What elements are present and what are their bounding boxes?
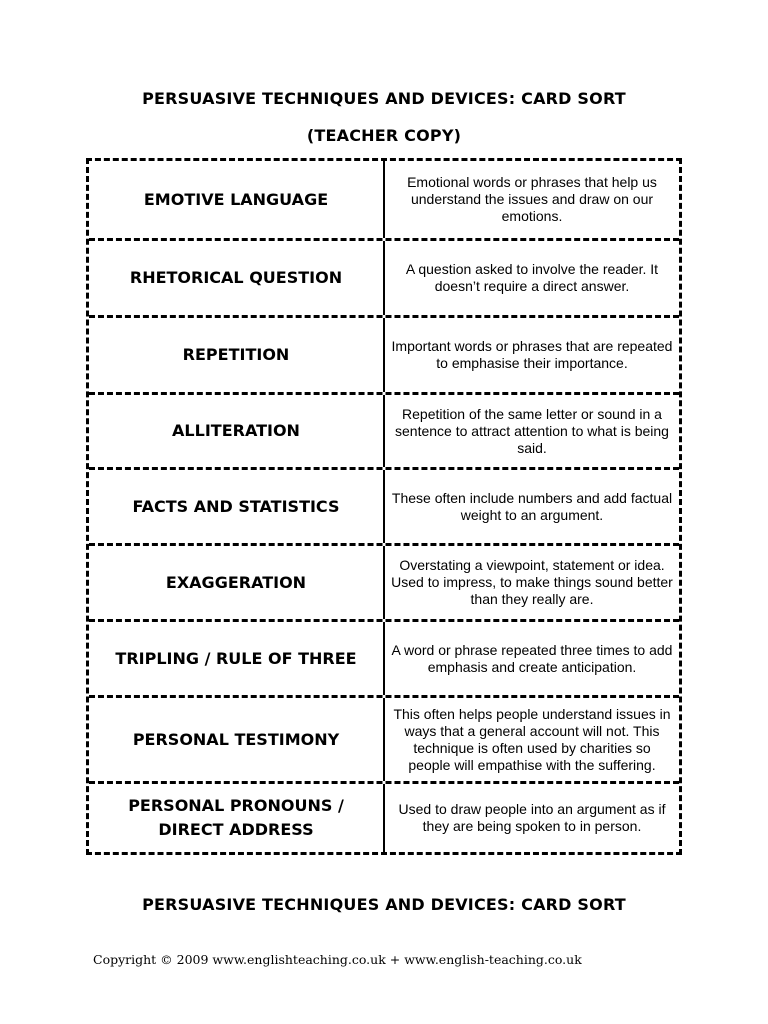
- card-definition: These often include numbers and add factual weight to an argument.: [391, 489, 673, 523]
- card-term: EMOTIVE LANGUAGE: [89, 161, 385, 238]
- card-definition: This often helps people understand issues in ways that a general account will not. This technique is often used by charities so people will empathise with the suffering.: [393, 705, 671, 773]
- card-definition: Important words or phrases that are repeated to emphasise their importance.: [391, 338, 673, 371]
- card-row: [89, 781, 679, 852]
- card-definition: A word or phrase repeated three times to add emphasis and create anticipation.: [391, 641, 673, 675]
- card-term: PERSONAL TESTIMONY: [89, 698, 385, 781]
- card-definition: Used to draw people into an argument as if they are being spoken to in person.: [398, 801, 666, 834]
- card-row: [89, 543, 679, 619]
- copyright-notice: Copyright © 2009 www.englishteaching.co.uk + www.english-teaching.co.uk: [93, 952, 582, 967]
- card-row: [89, 392, 679, 467]
- card-row: [89, 467, 679, 543]
- page-subtitle: (TEACHER COPY): [306, 126, 462, 145]
- card-definition: Emotional words or phrases that help us understand the issues and draw on our emotions.: [407, 174, 657, 224]
- card-row: [89, 619, 679, 695]
- card-term: REPETITION: [89, 318, 385, 392]
- card-definition: Overstating a viewpoint, statement or idea. Used to impress, to make things sound better than they really are.: [391, 557, 673, 607]
- page-title: PERSUASIVE TECHNIQUES AND DEVICES: CARD SORT: [142, 89, 626, 108]
- card-term: EXAGGERATION: [89, 546, 385, 619]
- card-row: [89, 161, 679, 238]
- card-definition: A question asked to involve the reader. It doesn’t require a direct answer.: [405, 261, 659, 294]
- card-row: [89, 238, 679, 315]
- card-term: PERSONAL PRONOUNS / DIRECT ADDRESS: [89, 784, 385, 852]
- card-term: RHETORICAL QUESTION: [89, 241, 385, 315]
- card-term: FACTS AND STATISTICS: [89, 470, 385, 543]
- footer-title: PERSUASIVE TECHNIQUES AND DEVICES: CARD SORT: [142, 895, 626, 914]
- card-row: [89, 695, 679, 781]
- card-sort-table: [86, 158, 682, 855]
- card-definition: Repetition of the same letter or sound in a sentence to attract attention to what is being said.: [395, 405, 669, 456]
- card-term: TRIPLING / RULE OF THREE: [89, 622, 385, 695]
- card-row: [89, 315, 679, 392]
- card-term: ALLITERATION: [89, 395, 385, 467]
